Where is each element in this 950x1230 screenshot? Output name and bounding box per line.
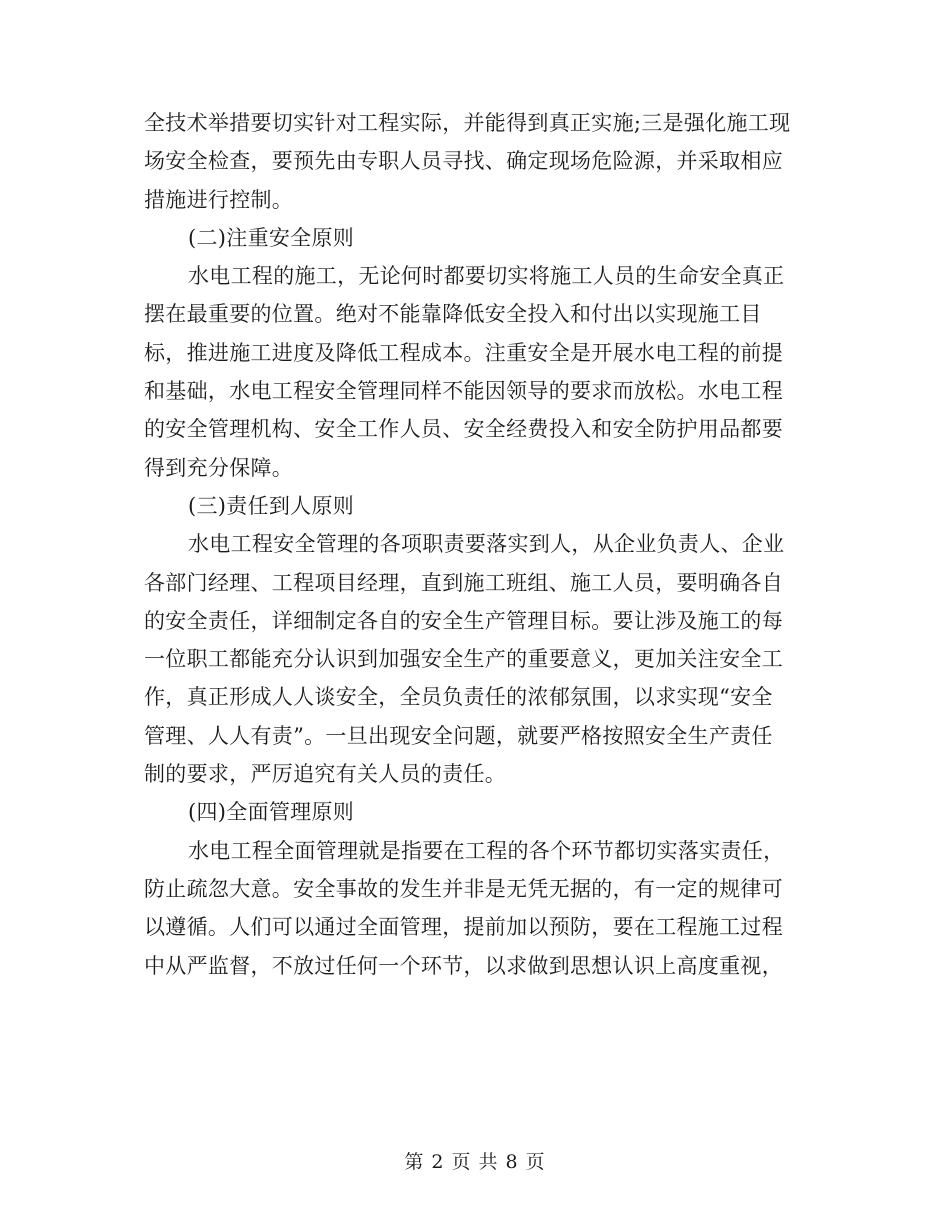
text-line: 全技术举措要切实针对工程实际，并能得到真正实施;三是强化施工现	[144, 111, 791, 135]
text-line: 以遵循。人们可以通过全面管理，提前加以预防，要在工程施工过程	[144, 915, 783, 940]
text-line: 各部门经理、工程项目经理，直到施工班组、施工人员，要明确各自	[144, 570, 783, 595]
text-line: 防止疏忽大意。安全事故的发生并非是无凭无据的，有一定的规律可	[144, 876, 783, 901]
document-body	[144, 104, 806, 985]
paragraph-first-line: (四)全面管理原则	[188, 800, 355, 825]
text-line: 一位职工都能充分认识到加强安全生产的重要意义，更加关注安全工	[144, 647, 783, 672]
paragraph-first-line: (二)注重安全原则	[188, 225, 355, 250]
text-line: 场安全检查，要预先由专职人员寻找、确定现场危险源，并采取相应	[144, 149, 783, 174]
paragraph-first-line: 水电工程的施工，无论何时都要切实将施工人员的生命安全真正	[188, 264, 785, 289]
text-line: 的安全管理机构、安全工作人员、安全经费投入和安全防护用品都要	[144, 417, 783, 442]
text-line: 得到充分保障。	[144, 455, 294, 480]
paragraph-first-line: (三)责任到人原则	[188, 493, 355, 518]
text-line: 制的要求，严厉追究有关人员的责任。	[144, 762, 507, 787]
page-footer: 第 2 页 共 8 页	[404, 1151, 546, 1173]
text-line: 管理、人人有责”。一旦出现安全问题，就要严格按照安全生产责任	[144, 723, 773, 748]
text-line: 标，推进施工进度及降低工程成本。注重安全是开展水电工程的前提	[144, 340, 783, 365]
text-line: 作，真正形成人人谈安全，全员负责任的浓郁氛围，以求实现“安全	[144, 685, 773, 710]
text-line: 的安全责任，详细制定各自的安全生产管理目标。要让涉及施工的每	[144, 608, 783, 633]
text-line: 和基础，水电工程安全管理同样不能因领导的要求而放松。水电工程	[144, 379, 783, 404]
text-line: 中从严监督，不放过任何一个环节，以求做到思想认识上高度重视，	[144, 953, 783, 978]
body-text	[144, 104, 806, 985]
paragraph-first-line: 水电工程安全管理的各项职责要落实到人，从企业负责人、企业	[188, 532, 785, 557]
text-line: 摆在最重要的位置。绝对不能靠降低安全投入和付出以实现施工目	[144, 302, 762, 327]
paragraph-first-line: 水电工程全面管理就是指要在工程的各个环节都切实落实责任，	[188, 838, 785, 863]
text-line: 措施进行控制。	[144, 187, 294, 212]
